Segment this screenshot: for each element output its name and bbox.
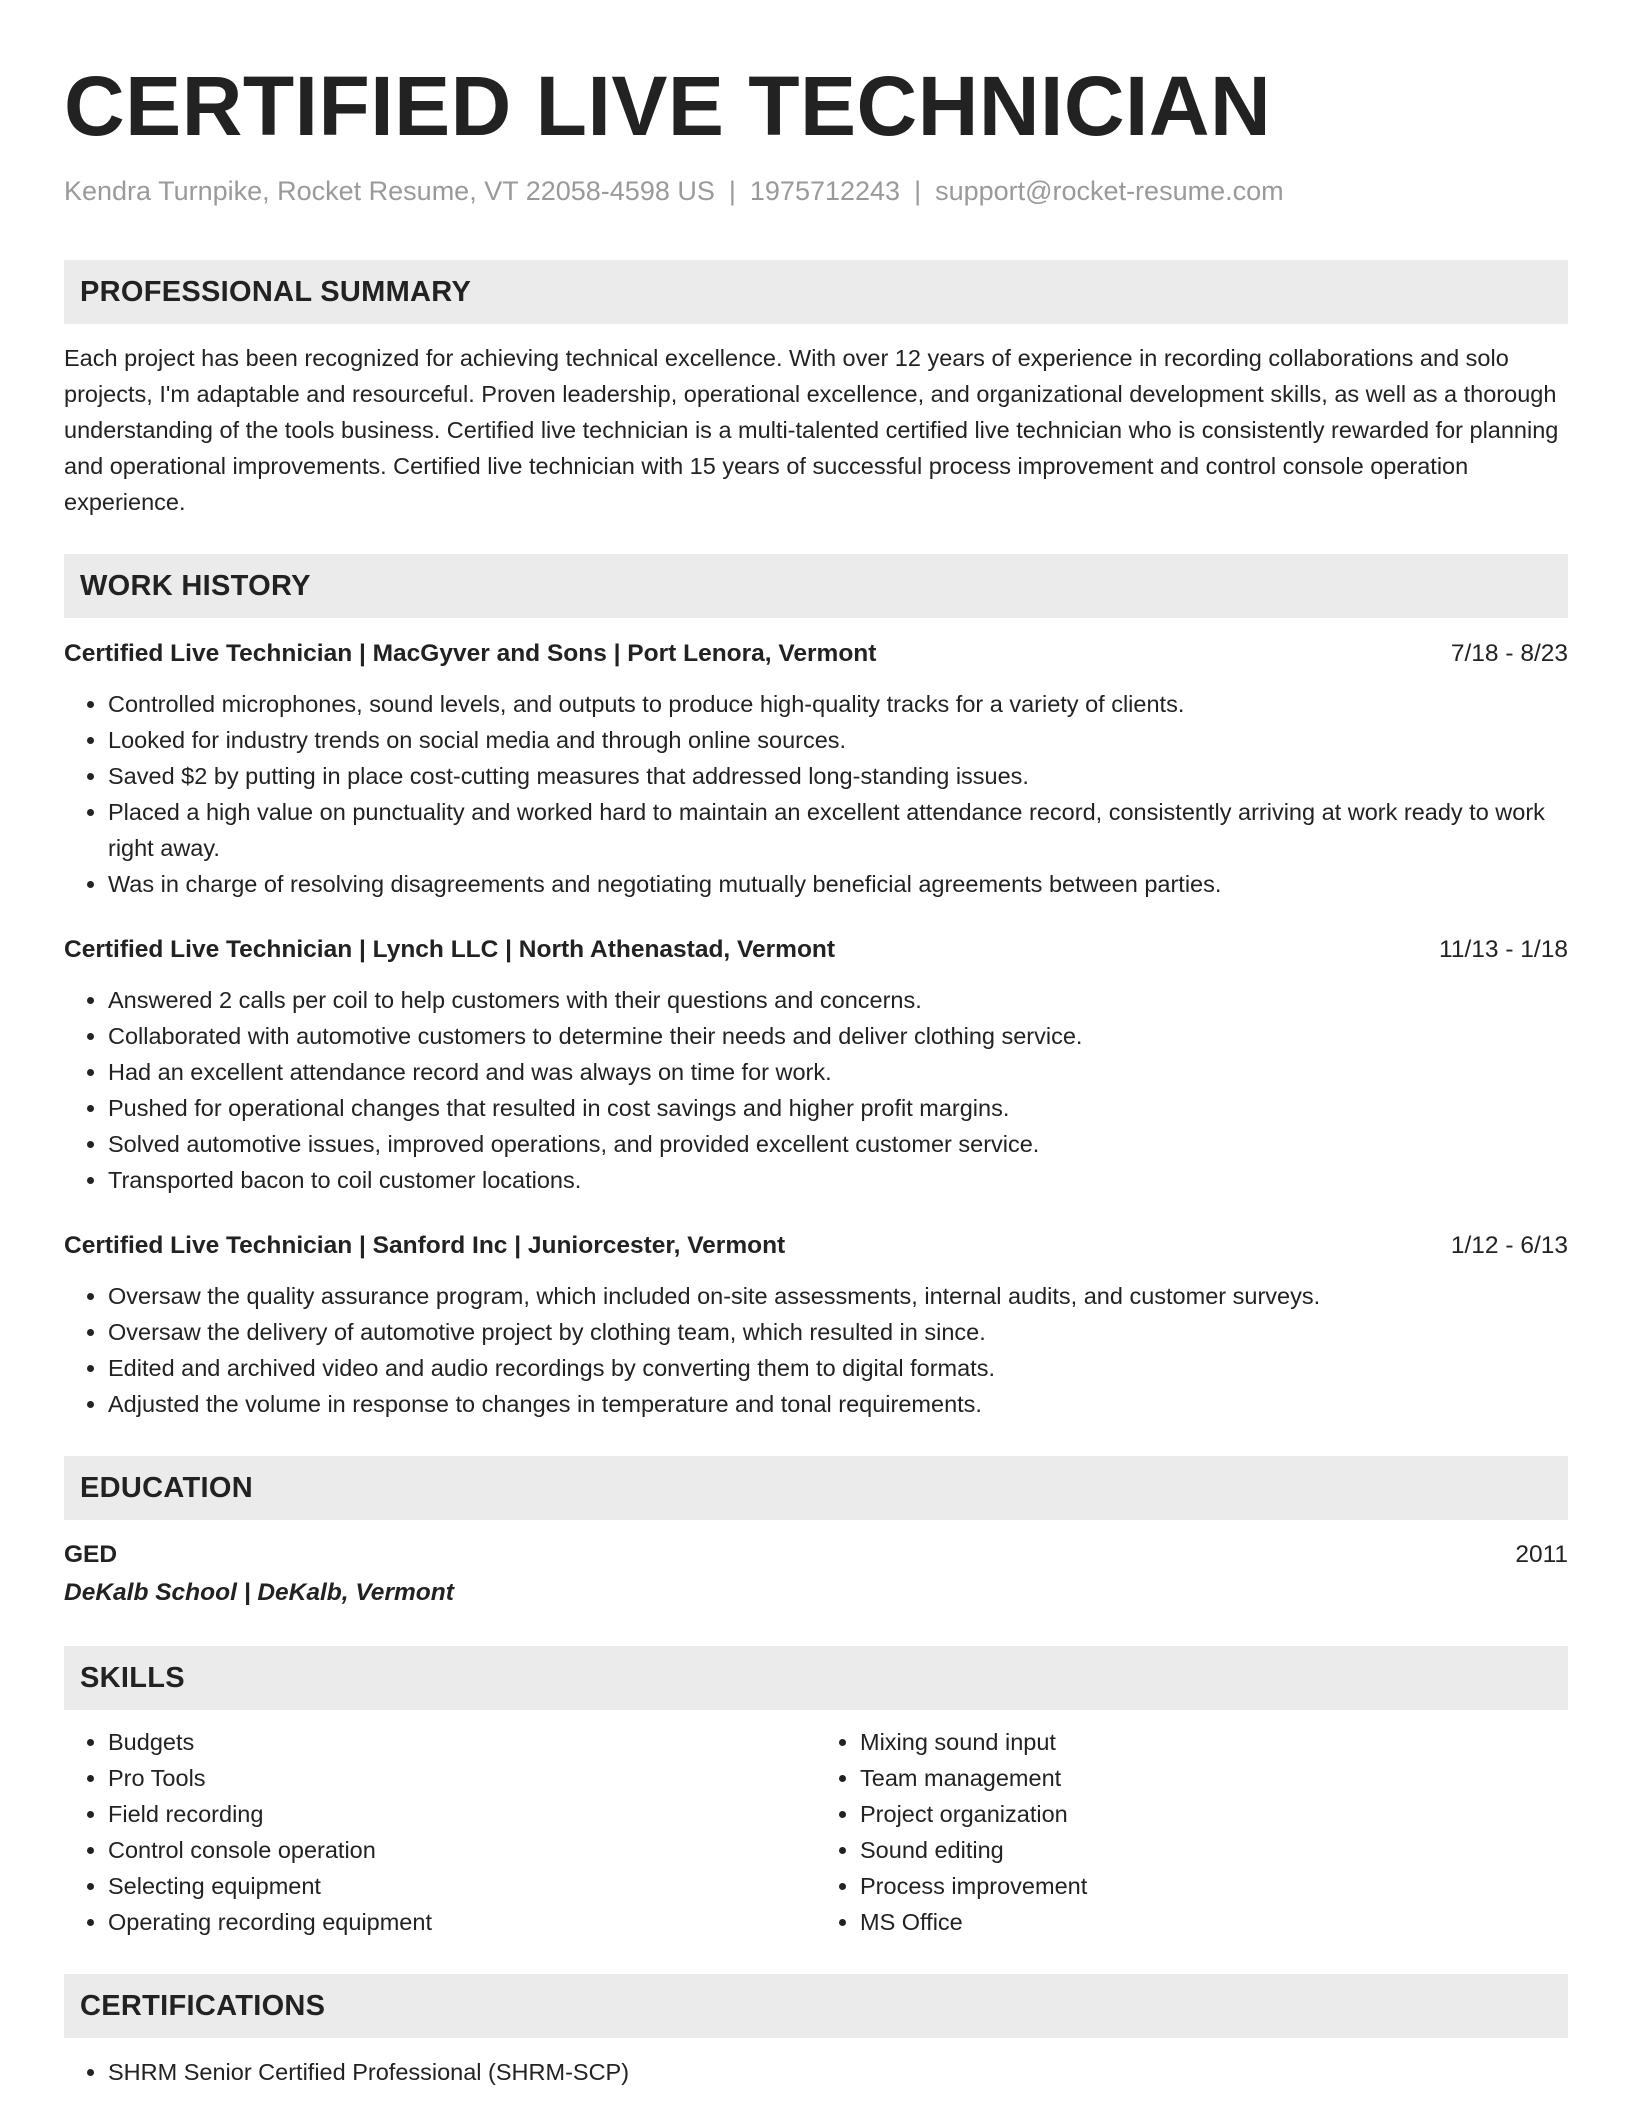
job-dates: 7/18 - 8/23 bbox=[1450, 640, 1568, 667]
skill-item: • Selecting equipment bbox=[108, 1868, 816, 1904]
list-item: • Transported bacon to coil customer locations. bbox=[108, 1162, 1568, 1198]
skill-item: • MS Office bbox=[860, 1904, 1568, 1940]
contact-email: support@rocket-resume.com bbox=[935, 176, 1284, 206]
list-item: • Placed a high value on punctuality and worked hard to maintain an excellent attendance record, consistently arriving at work ready to work right away. bbox=[108, 794, 1568, 866]
job-header bbox=[64, 1228, 1568, 1264]
job-entry bbox=[64, 1228, 1568, 1422]
skill-item: • Field recording bbox=[108, 1796, 816, 1832]
education-heading: EDUCATION bbox=[64, 1456, 1568, 1520]
job-bullets bbox=[64, 1278, 1568, 1422]
list-item: • Solved automotive issues, improved operations, and provided excellent customer service. bbox=[108, 1126, 1568, 1162]
contact-phone: 1975712243 bbox=[749, 176, 901, 206]
list-item: • Pushed for operational changes that resulted in cost savings and higher profit margins. bbox=[108, 1090, 1568, 1126]
list-item: • Collaborated with automotive customers to determine their needs and deliver clothing service. bbox=[108, 1018, 1568, 1054]
skill-item: • Process improvement bbox=[860, 1868, 1568, 1904]
skill-item: • Mixing sound input bbox=[860, 1724, 1568, 1760]
list-item: • Was in charge of resolving disagreements and negotiating mutually beneficial agreements between parties. bbox=[108, 866, 1568, 902]
list-item: • Controlled microphones, sound levels, and outputs to produce high-quality tracks for a variety of clients. bbox=[108, 686, 1568, 722]
certification-item: • SHRM Senior Certified Professional (SHRM-SCP) bbox=[108, 2054, 1568, 2090]
skills-heading: SKILLS bbox=[64, 1646, 1568, 1710]
list-item: • Had an excellent attendance record and was always on time for work. bbox=[108, 1054, 1568, 1090]
candidate-title: CERTIFIED LIVE TECHNICIAN bbox=[64, 59, 1272, 153]
job-dates: 11/13 - 1/18 bbox=[1439, 936, 1568, 963]
work-history-heading: WORK HISTORY bbox=[64, 554, 1568, 618]
job-title: Certified Live Technician | MacGyver and Sons | Port Lenora, Vermont bbox=[64, 640, 877, 667]
list-item: • Oversaw the quality assurance program, which included on-site assessments, internal audits, and customer surveys. bbox=[108, 1278, 1568, 1314]
skills-left-column bbox=[64, 1724, 816, 1940]
list-item: • Oversaw the delivery of automotive project by clothing team, which resulted in since. bbox=[108, 1314, 1568, 1350]
skill-item: • Project organization bbox=[860, 1796, 1568, 1832]
contact-address: Kendra Turnpike, Rocket Resume, VT 22058-4598 US bbox=[64, 176, 715, 206]
job-dates: 1/12 - 6/13 bbox=[1450, 1232, 1568, 1259]
list-item: • Answered 2 calls per coil to help customers with their questions and concerns. bbox=[108, 982, 1568, 1018]
contact-separator: | bbox=[914, 176, 922, 206]
skill-item: • Control console operation bbox=[108, 1832, 816, 1868]
list-item: • Looked for industry trends on social media and through online sources. bbox=[108, 722, 1568, 758]
skill-item: • Pro Tools bbox=[108, 1760, 816, 1796]
contact-separator: | bbox=[728, 176, 736, 206]
summary-heading: PROFESSIONAL SUMMARY bbox=[64, 260, 1568, 324]
education-year: 2011 bbox=[1515, 1541, 1568, 1568]
skills-columns bbox=[64, 1724, 1568, 1940]
skill-item: • Team management bbox=[860, 1760, 1568, 1796]
list-item: • Adjusted the volume in response to changes in temperature and tonal requirements. bbox=[108, 1386, 1568, 1422]
job-bullets bbox=[64, 686, 1568, 902]
certifications-list bbox=[64, 2054, 1568, 2090]
education-entry bbox=[64, 1536, 1568, 1612]
job-entry bbox=[64, 932, 1568, 1198]
summary-text: Each project has been recognized for achieving technical excellence. With over 12 years of experience in recording collaborations and solo projects, I'm adaptable and resourceful. Proven leadership, operational excellence, and organizational development skills, as well as a thorough understanding of the tools business. Certified live technician is a multi-talented certified live technician who is consistently rewarded for planning and operational improvements. Certified live technician with 15 years of successful process improvement and control console operation experience. bbox=[64, 345, 1559, 515]
education-header bbox=[64, 1536, 1568, 1574]
certifications-heading: CERTIFICATIONS bbox=[64, 1974, 1568, 2038]
education-school: DeKalb School | DeKalb, Vermont bbox=[64, 1579, 454, 1606]
skill-item: • Budgets bbox=[108, 1724, 816, 1760]
list-item: • Edited and archived video and audio recordings by converting them to digital formats. bbox=[108, 1350, 1568, 1386]
job-bullets bbox=[64, 982, 1568, 1198]
job-entry bbox=[64, 636, 1568, 902]
skills-right-column bbox=[816, 1724, 1568, 1940]
education-degree: GED bbox=[64, 1541, 118, 1568]
list-item: • Saved $2 by putting in place cost-cutting measures that addressed long-standing issues. bbox=[108, 758, 1568, 794]
job-title: Certified Live Technician | Lynch LLC | North Athenastad, Vermont bbox=[64, 936, 836, 963]
job-header bbox=[64, 636, 1568, 672]
job-title: Certified Live Technician | Sanford Inc | Juniorcester, Vermont bbox=[64, 1232, 786, 1259]
contact-line bbox=[64, 174, 1568, 208]
skill-item: • Operating recording equipment bbox=[108, 1904, 816, 1940]
skill-item: • Sound editing bbox=[860, 1832, 1568, 1868]
job-header bbox=[64, 932, 1568, 968]
